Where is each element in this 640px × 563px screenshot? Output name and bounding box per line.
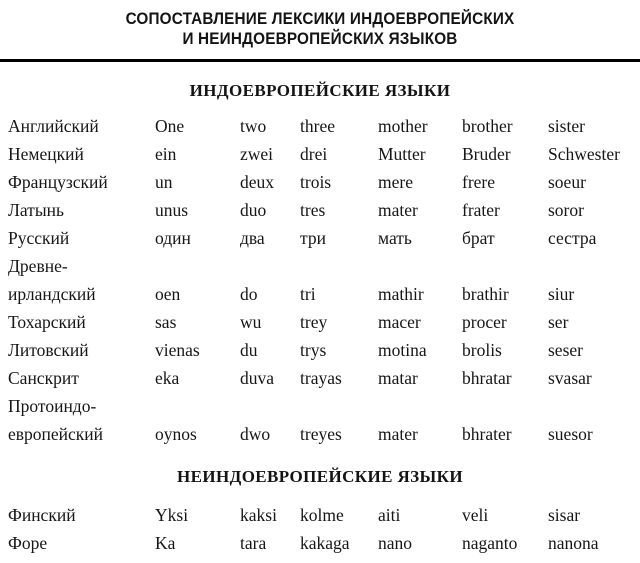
language-name: Древне- ирландский [8,256,96,304]
word-cell: mere [378,172,413,192]
table-row [0,364,640,392]
word-cell: один [155,228,191,248]
language-name: Форе [8,533,48,553]
word-cell: matar [378,368,418,388]
word-cell: do [240,284,258,304]
word-cell: Mutter [378,144,426,164]
word-cell: Schwester [548,144,620,164]
word-cell: ser [548,312,569,332]
word-cell: three [300,116,335,136]
word-cell: trys [300,340,327,360]
word-cell: nano [378,533,413,553]
word-cell: tri [300,284,316,304]
word-cell: wu [240,312,262,332]
word-cell: unus [155,200,189,220]
table-row [0,112,640,140]
word-cell: svasar [548,368,592,388]
word-cell: mother [378,116,428,136]
word-cell: nanona [548,533,599,553]
title-line-2: И НЕИНДОЕВРОПЕЙСКИХ ЯЗЫКОВ [182,29,458,48]
language-name: Литовский [8,340,89,360]
word-cell: Bruder [462,144,511,164]
section-heading-indo-european: ИНДОЕВРОПЕЙСКИЕ ЯЗЫКИ [189,81,451,100]
word-cell: mater [378,424,418,444]
word-cell: bhratar [462,368,512,388]
word-cell: kaksi [240,505,277,525]
word-cell: oen [155,284,181,304]
table-row [0,196,640,224]
word-cell: trois [300,172,332,192]
word-cell: One [155,116,185,136]
word-cell: dwo [240,424,271,444]
word-cell: veli [462,505,489,525]
word-cell: frere [462,172,496,192]
table-row [0,252,640,308]
horizontal-rule [0,59,640,62]
word-cell: duo [240,200,267,220]
word-cell: motina [378,340,427,360]
word-cell: Yksi [155,505,189,525]
word-cell: trey [300,312,328,332]
word-cell: treyes [300,424,342,444]
non-indo-european-table [0,501,640,557]
table-row [0,168,640,196]
word-cell: two [240,116,267,136]
table-row [0,529,640,557]
word-cell: mater [378,200,418,220]
word-cell: два [240,228,265,248]
word-cell: du [240,340,258,360]
word-cell: deux [240,172,275,192]
word-cell: три [300,228,326,248]
language-name: Русский [8,228,70,248]
word-cell: eka [155,368,180,388]
table-row [0,392,640,448]
word-cell: kakaga [300,533,350,553]
word-cell: сестра [548,228,597,248]
language-name: Латынь [8,200,64,220]
word-cell: sas [155,312,177,332]
table-row [0,308,640,336]
title-line-1: СОПОСТАВЛЕНИЕ ЛЕКСИКИ ИНДОЕВРОПЕЙСКИХ [125,9,515,28]
word-cell: брат [462,228,495,248]
word-cell: brother [462,116,513,136]
word-cell: naganto [462,533,518,553]
language-name: Немецкий [8,144,84,164]
language-name: Французский [8,172,108,192]
word-cell: macer [378,312,421,332]
table-row [0,224,640,252]
word-cell: sister [548,116,585,136]
word-cell: seser [548,340,583,360]
word-cell: procer [462,312,507,332]
word-cell: sisar [548,505,581,525]
word-cell: suesor [548,424,593,444]
word-cell: aiti [378,505,401,525]
word-cell: brolis [462,340,502,360]
word-cell: mathir [378,284,424,304]
word-cell: soeur [548,172,586,192]
language-name: Финский [8,505,76,525]
word-cell: frater [462,200,500,220]
word-cell: vienas [155,340,200,360]
language-name: Тохарский [8,312,86,332]
word-cell: kolme [300,505,344,525]
word-cell: tara [240,533,267,553]
indo-european-table [0,112,640,448]
language-name: Протоиндо- европейский [8,396,104,444]
word-cell: tres [300,200,326,220]
word-cell: ein [155,144,177,164]
word-cell: soror [548,200,584,220]
language-name: Английский [8,116,99,136]
word-cell: zwei [240,144,274,164]
section-heading-non-indo-european: НЕИНДОЕВРОПЕЙСКИЕ ЯЗЫКИ [176,467,463,486]
word-cell: oynos [155,424,197,444]
document-title [32,0,608,49]
table-row [0,501,640,529]
language-name: Санскрит [8,368,79,388]
word-cell: trayas [300,368,342,388]
table-row [0,336,640,364]
table-row [0,140,640,168]
word-cell: brathir [462,284,509,304]
word-cell: un [155,172,173,192]
word-cell: bhrater [462,424,512,444]
word-cell: мать [378,228,412,248]
word-cell: siur [548,284,575,304]
word-cell: drei [300,144,328,164]
word-cell: duva [240,368,275,388]
word-cell: Ka [155,533,176,553]
